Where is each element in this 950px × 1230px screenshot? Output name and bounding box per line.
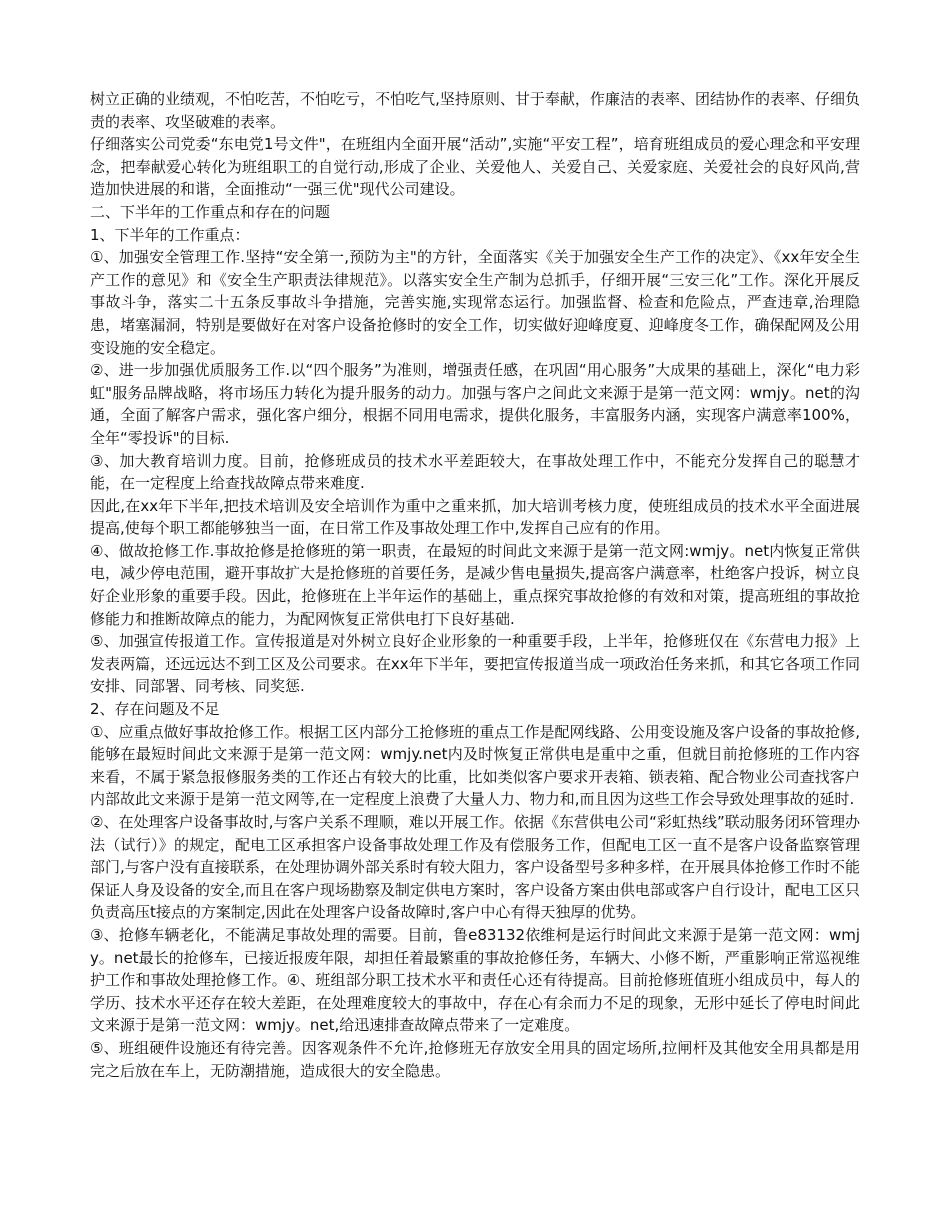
subsection-heading-key-work: 1、下半年的工作重点： (90, 225, 250, 244)
subsection-heading-problems: 2、存在问题及不足 (90, 700, 220, 719)
paragraph-intro-tail: 树立正确的业绩观，不怕吃苦，不怕吃亏，不怕吃气,坚持原则、甘于奉献，作廉洁的表率、团结协作的表率、仔细负责的表率、攻坚破难的表率。 (90, 90, 860, 131)
paragraph-problem-vehicles: ③、抢修车辆老化，不能满足事故处理的需要。目前，鲁e83132依维柯是运行时间此文来源于是第一范文网：wmjy。net最长的抢修车，已接近报废年限，却担任着最繁重的事故抢修任务，车辆大、小修不断，严重影响正常巡视维护工作和事故处理抢修工作。④、班组部分职工技术水平和责任心还有待提高。目前抢修班值班小组成员中，每人的学历、技术水平还存在较大差距，在处理难度较大的事故中，存在心有余而力不足的现象，无形中延长了停电时间此文来源于是第一范文网：wmjy。net,给迅速排查故障点带来了一定难度。 (90, 925, 860, 1035)
paragraph-party-document: 仔细落实公司党委“东电党1号文件"，在班组内全面开展“活动”,实施“平安工程”，培育班组成员的爱心理念和平安理念，把奉献爱心转化为班组职工的自觉行动,形成了企业、关爱他人、关爱自己、关爱家庭、关爱社会的良好风尚,营造加快进展的和谐，全面推动“一强三优"现代公司建设。 (90, 135, 860, 199)
document-body (90, 88, 860, 1082)
section-heading-second-half: 二、下半年的工作重点和存在的问题 (90, 202, 331, 221)
paragraph-emergency-repair: ④、做故抢修工作.事故抢修是抢修班的第一职责，在最短的时间此文来源于是第一范文网:wmjy。net内恢复正常供电，减少停电范围，避开事故扩大是抢修班的首要任务，是减少售电量损失,提高客户满意率，杜绝客户投诉，树立良好企业形象的重要手段。因此，抢修班在上半年运作的基础上，重点探究事故抢修的有效和对策，提高班组的事故抢修能力和推断故障点的能力，为配网恢复正常供电打下良好基础. (90, 541, 860, 628)
paragraph-problem-customer-relations: ②、在处理客户设备事故时,与客户关系不理顺，难以开展工作。依据《东营供电公司“彩虹热线”联动服务闭环管理办法（试行）》的规定，配电工区承担客户设备事故处理工作及有偿服务工作，但配电工区一直不是客户设备监察管理部门,与客户没有直接联系，在处理协调外部关系时有较大阻力，客户设备型号多种多样，在开展具体抢修工作时不能保证人身及设备的安全,而且在客户现场勘察及制定供电方案时，客户设备方案由供电部或客户自行设计，配电工区只负责高压t接点的方案制定,因此在处理客户设备故障时,客户中心有得天独厚的优势。 (90, 813, 860, 922)
paragraph-training: ③、加大教育培训力度。目前，抢修班成员的技术水平差距较大，在事故处理工作中，不能充分发挥自己的聪慧才能，在一定程度上给查找故障点带来难度. (90, 451, 860, 493)
paragraph-quality-service: ②、进一步加强优质服务工作.以“四个服务”为准则，增强责任感，在巩固“用心服务”大成果的基础上，深化“电力彩虹"服务品牌战略，将市场压力转化为提升服务的动力。加强与客户之间此文来源于是第一范文网：wmjy。net的沟通，全面了解客户需求，强化客户细分，根据不同用电需求，提供化服务，丰富服务内涵，实现客户满意率100%，全年“零投诉"的目标. (90, 361, 860, 447)
paragraph-problem-facilities: ⑤、班组硬件设施还有待完善。因客观条件不允许,抢修班无存放安全用具的固定场所,拉闸杆及其他安全用具都是用完之后放在车上，无防潮措施，造成很大的安全隐患。 (90, 1038, 860, 1080)
paragraph-problem-repair-focus: ①、应重点做好事故抢修工作。根据工区内部分工抢修班的重点工作是配网线路、公用变设施及客户设备的事故抢修,能够在最短时间此文来源于是第一范文网：wmjy.net内及时恢复正常供电是重中之重，但就目前抢修班的工作内容来看，不属于紧急报修服务类的工作还占有较大的比重，比如类似客户要求开表箱、锁表箱、配合物业公司查找客户内部故此文来源于是第一范文网等,在一定程度上浪费了大量人力、物力和,而且因为这些工作会导致处理事故的延时. (90, 722, 860, 809)
paragraph-training-continued: 因此,在xx年下半年,把技术培训及安全培训作为重中之重来抓，加大培训考核力度，使班组成员的技术水平全面进展提高,使每个职工都能够独当一面，在日常工作及事故处理工作中,发挥自己应有的作用。 (90, 496, 860, 538)
paragraph-publicity: ⑤、加强宣传报道工作。宣传报道是对外树立良好企业形象的一种重要手段，上半年，抢修班仅在《东营电力报》上发表两篇，还远远达不到工区及公司要求。在xx年下半年，要把宣传报道当成一项政治任务来抓，和其它各项工作同安排、同部署、同考核、同奖惩. (90, 632, 860, 696)
paragraph-safety-management: ①、加强安全管理工作.坚持“安全第一,预防为主"的方针，全面落实《关于加强安全生产工作的决定》、《xx年安全生产工作的意见》和《安全生产职责法律规范》。以落实安全生产制为总抓手，仔细开展“三安三化”工作。深化开展反事故斗争，落实二十五条反事故斗争措施，完善实施,实现常态运行。加强监督、检查和危险点，严查违章,治理隐患，堵塞漏洞，特别是要做好在对客户设备抢修时的安全工作，切实做好迎峰度夏、迎峰度冬工作，确保配网及公用变设施的安全稳定。 (90, 248, 860, 357)
